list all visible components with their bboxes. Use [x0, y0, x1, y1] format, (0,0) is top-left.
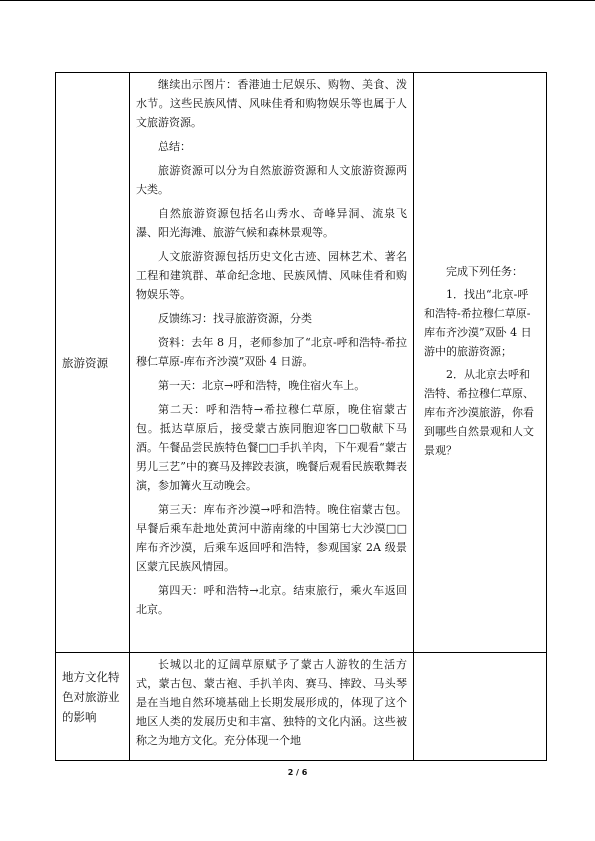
student-tasks	[414, 262, 546, 460]
student-activity-cell	[414, 653, 547, 761]
teaching-content-cell	[130, 73, 414, 653]
row-label-cell	[56, 653, 130, 761]
teaching-content	[130, 653, 413, 752]
table-row-tourism-resources	[56, 73, 547, 653]
content-paragraph: 人文旅游资源包括历史文化古迹、园林艺术、著名工程和建筑群、革命纪念地、民族风情、风味佳肴和购物娱乐等。	[136, 250, 407, 301]
row-label-tourism-resources: 旅游资源	[62, 355, 108, 370]
content-paragraph: 第三天：库布齐沙漠→呼和浩特。晚住宿蒙古包。早餐后乘车赴地处黄河中游南缘的中国第七大沙漠□□库布齐沙漠，后乘车返回呼和浩特，参观国家 2A 级景区蒙亢民族风情园。	[136, 503, 407, 573]
row-label-local-culture: 地方文化特色对旅游业的影响	[62, 670, 120, 724]
content-paragraph: 旅游资源可以分为自然旅游资源和人文旅游资源两大类。	[136, 164, 407, 196]
page-number: 2 / 6	[287, 768, 308, 777]
content-paragraph: 总结：	[158, 140, 191, 153]
content-paragraph: 资料：去年 8 月，老师参加了“北京-呼和浩特-希拉穆仁草原-库布齐沙漠”双卧 4 日游。	[136, 336, 407, 368]
task-paragraph: 完成下列任务：	[446, 264, 523, 278]
content-paragraph: 继续出示图片：香港迪士尼娱乐、购物、美食、泼水节。这些民族风情、风味佳肴和购物娱乐等也属于人文旅游资源。	[136, 78, 407, 129]
content-paragraph: 第二天：呼和浩特→希拉穆仁草原，晚住宿蒙古包。抵达草原后，接受蒙古族同胞迎客□□敬献下马酒。午餐品尝民族特色餐□□手扒羊肉，下午观看“蒙古男儿三艺”中的赛马及摔跤表演，晚餐后观看民族歌舞表演，参加篝火互动晚会。	[136, 403, 407, 492]
student-activity-cell	[414, 73, 547, 653]
content-paragraph: 自然旅游资源包括名山秀水、奇峰异洞、流泉飞瀑、阳光海滩、旅游气候和森林景观等。	[136, 207, 407, 239]
row-label-cell	[56, 73, 130, 653]
teaching-content-cell	[130, 653, 414, 761]
table-row-local-culture	[56, 653, 547, 761]
lesson-plan-table	[55, 72, 547, 761]
content-paragraph: 第四天：呼和浩特→北京。结束旅行，乘火车返回北京。	[136, 584, 407, 616]
task-paragraph: 2．从北京去呼和浩特、希拉穆仁草原、库布齐沙漠旅游，你看到哪些自然景观和人文景观？	[424, 367, 534, 457]
content-paragraph: 第一天：北京→呼和浩特，晚住宿火车上。	[158, 379, 366, 392]
task-paragraph: 1．找出“北京-呼和浩特-希拉穆仁草原-库布齐沙漠”双卧 4 日游中的旅游资源；	[424, 287, 532, 358]
page-top-rule	[0, 0, 595, 1]
content-paragraph: 长城以北的辽阔草原赋予了蒙古人游牧的生活方式，蒙古包、蒙古袍、手扒羊肉、赛马、摔跤、马头琴是在当地自然环境基础上长期发展形成的，体现了这个地区人类的发展历史和丰富、独特的文化内涵。这些被称之为地方文化。充分体现一个地	[136, 658, 407, 747]
teaching-content	[130, 73, 413, 621]
content-paragraph: 反馈练习：找寻旅游资源，分类	[158, 312, 312, 325]
